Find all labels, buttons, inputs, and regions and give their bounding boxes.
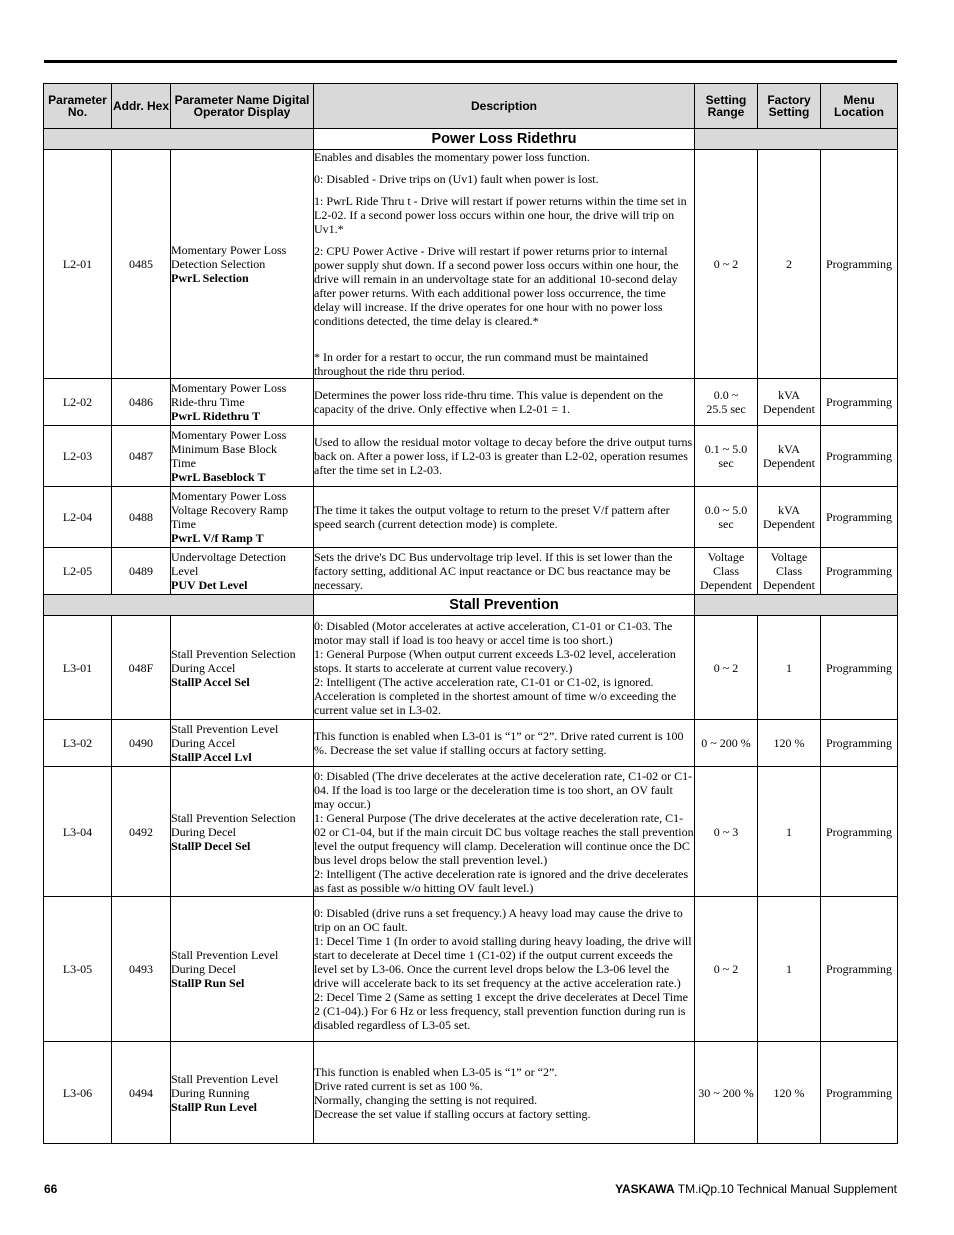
param-name-line: Minimum Base Block (171, 442, 277, 456)
param-name-line: Momentary Power Loss (171, 489, 287, 503)
param-no: L3-01 (44, 616, 112, 720)
factory-setting-line: Dependent (763, 402, 815, 416)
setting-range (695, 720, 758, 767)
param-name (171, 897, 314, 1042)
menu-location: Programming (821, 616, 898, 720)
table-row (44, 897, 898, 1042)
param-name-line: During Running (171, 1085, 250, 1100)
factory-setting (758, 1042, 821, 1144)
param-name-line: Stall Prevention Selection (171, 810, 296, 825)
param-no: L3-04 (44, 767, 112, 897)
table-row (44, 487, 898, 548)
factory-setting (758, 426, 821, 487)
addr-hex: 0489 (112, 548, 171, 595)
description-line: 0: Disabled (drive runs a set frequency.) A heavy load may cause the drive to trip on an OC fault. (314, 906, 683, 934)
param-name-line: Level (171, 564, 199, 578)
description (314, 616, 695, 720)
setting-range (695, 379, 758, 426)
description-line: This function is enabled when L3-01 is “1” or “2”. Drive rated current is 100 %. Decrease the set value if stalling occurs at factory setting. (314, 729, 684, 757)
operator-display: PwrL Selection (171, 271, 249, 285)
operator-display: PwrL V/f Ramp T (171, 531, 264, 545)
menu-location: Programming (821, 426, 898, 487)
setting-range-line: sec (718, 517, 734, 531)
parameter-table (43, 83, 898, 1144)
setting-range-line: 25.5 sec (706, 402, 746, 416)
setting-range (695, 897, 758, 1042)
param-no: L2-04 (44, 487, 112, 548)
setting-range (695, 150, 758, 379)
param-name-line: Time (171, 517, 196, 531)
setting-range (695, 548, 758, 595)
param-name-line: During Decel (171, 962, 236, 976)
description-line: 2: Intelligent (The active acceleration rate, C1-01 or C1-02, is ignored. Acceleration is completed in the shortest amount of time w/o exceeding the current value set in L3-02. (314, 674, 677, 717)
table-row (44, 720, 898, 767)
factory-setting (758, 767, 821, 897)
description-line: 2: Decel Time 2 (Same as setting 1 except the drive decelerates at Decel Time 2 (C1-04).) For 6 Hz or less frequency, stall prevention function during run is disabled regardless of L3-05 set. (314, 990, 688, 1032)
setting-range-line: 0.0 ~ 5.0 (704, 503, 748, 517)
description (314, 548, 695, 595)
menu-location: Programming (821, 150, 898, 379)
description (314, 897, 695, 1042)
header-row (44, 84, 898, 129)
factory-setting-line: 1 (786, 962, 792, 976)
setting-range-line: 0 ~ 3 (713, 824, 739, 839)
menu-location: Programming (821, 548, 898, 595)
description-line: 1: Decel Time 1 (In order to avoid stalling during heavy loading, the drive will start to decelerate at Decel time 1 (C1-02) if the output current exceeds the level set by L3-06. Once the current level drops below the L3-06 level the drive will accelerate back to its set frequency at the active acceleration rate.) (314, 934, 692, 990)
factory-setting-line: Class (775, 564, 802, 578)
operator-display: PUV Det Level (171, 578, 248, 592)
factory-setting (758, 897, 821, 1042)
factory-setting (758, 487, 821, 548)
table-row (44, 1042, 898, 1144)
table-row (44, 426, 898, 487)
setting-range (695, 767, 758, 897)
param-name (171, 767, 314, 897)
addr-hex: 0494 (112, 1042, 171, 1144)
factory-setting (758, 150, 821, 379)
setting-range-line: Dependent (700, 578, 752, 592)
description-line: 2: CPU Power Active - Drive will restart if power returns prior to internal power supply shut down. If a second power loss occurs within one hour, the drive will remain in an undervoltage state for an additional 10-second delay after power returns. With each additional power loss occurrence, the time delay will increase. If the drive operates for one hour with no power loss conditions detected, the time delay is cleared.* (314, 244, 679, 328)
menu-location: Programming (821, 720, 898, 767)
param-name-line: Stall Prevention Level (171, 948, 279, 962)
factory-setting-line: Dependent (763, 456, 815, 470)
param-name-line: During Accel (171, 736, 236, 750)
operator-display: StallP Run Level (171, 1099, 258, 1114)
param-name (171, 379, 314, 426)
menu-location: Programming (821, 1042, 898, 1144)
factory-setting-line: Dependent (763, 578, 815, 592)
section-spacer (695, 129, 898, 150)
factory-setting-line: Dependent (763, 517, 815, 531)
description (314, 720, 695, 767)
param-name (171, 426, 314, 487)
param-name-line: Momentary Power Loss (171, 243, 287, 257)
header-description: Description (314, 84, 695, 129)
description (314, 487, 695, 548)
header-name: Parameter Name Digital Operator Display (171, 84, 314, 129)
param-name-line: Time (171, 456, 196, 470)
param-no: L2-05 (44, 548, 112, 595)
setting-range-line: sec (718, 456, 734, 470)
description-line: The time it takes the output voltage to return to the preset V/f pattern after speed search (current detection mode) is complete. (314, 503, 670, 531)
param-name (171, 548, 314, 595)
section-spacer (44, 129, 314, 150)
addr-hex: 0487 (112, 426, 171, 487)
param-name (171, 616, 314, 720)
description-line: Sets the drive's DC Bus undervoltage trip level. If this is set lower than the factory setting, additional AC input reactance or DC bus reactance may be necessary. (314, 550, 673, 592)
setting-range (695, 1042, 758, 1144)
description-line: 1: General Purpose (The drive decelerates at the active deceleration rate, C1-02 or C1-04, but if the main circuit DC bus voltage reaches the stall prevention level the output frequency will clamp. Deceleration will continue once the DC bus level drops below the stall prevention level.) (314, 810, 694, 867)
footer-doc-title (615, 1182, 897, 1196)
setting-range (695, 426, 758, 487)
factory-setting-line: 1 (786, 660, 792, 675)
setting-range-line: Voltage (707, 550, 745, 564)
param-name (171, 487, 314, 548)
footer-doc-name: TM.iQp.10 Technical Manual Supplement (677, 1182, 897, 1196)
table-body (44, 129, 898, 1144)
param-name-line: Stall Prevention Level (171, 1071, 279, 1086)
description-line: 1: General Purpose (When output current exceeds L3-02 level, acceleration stops. It starts to accelerate at current value recovery.) (314, 646, 676, 675)
factory-setting (758, 720, 821, 767)
description-line: This function is enabled when L3-05 is “1” or “2”. (314, 1064, 558, 1079)
addr-hex: 0488 (112, 487, 171, 548)
description-line: Determines the power loss ride-thru time. This value is dependent on the capacity of the drive. Only effective when L2-01 = 1. (314, 388, 664, 416)
param-name-line: Stall Prevention Level (171, 722, 279, 736)
factory-setting (758, 379, 821, 426)
factory-setting-line: 120 % (773, 736, 805, 750)
header-factory: Factory Setting (758, 84, 821, 129)
setting-range-line: 30 ~ 200 % (698, 1085, 754, 1100)
section-title: Power Loss Ridethru (314, 129, 695, 150)
header-menu: Menu Location (821, 84, 898, 129)
param-name-line: During Decel (171, 824, 236, 839)
factory-setting-line: kVA (778, 388, 800, 402)
param-no: L3-02 (44, 720, 112, 767)
description (314, 150, 695, 379)
param-name-line: Momentary Power Loss (171, 381, 287, 395)
section-spacer (695, 595, 898, 616)
description-line: 0: Disabled (Motor accelerates at active acceleration, C1-01 or C1-03. The motor may stall if load is too heavy or accel time is too short.) (314, 618, 673, 647)
operator-display: PwrL Baseblock T (171, 470, 266, 484)
section-title: Stall Prevention (314, 595, 695, 616)
table-row (44, 379, 898, 426)
param-no: L3-05 (44, 897, 112, 1042)
setting-range-line: 0 ~ 2 (713, 660, 739, 675)
addr-hex: 0486 (112, 379, 171, 426)
description-line: Normally, changing the setting is not required. (314, 1092, 538, 1107)
table-row (44, 616, 898, 720)
description-line: 1: PwrL Ride Thru t - Drive will restart if power returns within the time set in L2-02. If a second power loss occurs within one hour, the drive will trip on Uv1.* (314, 194, 687, 236)
setting-range (695, 616, 758, 720)
menu-location: Programming (821, 487, 898, 548)
operator-display: StallP Run Sel (171, 976, 245, 990)
operator-display: PwrL Ridethru T (171, 409, 261, 423)
description (314, 379, 695, 426)
factory-setting (758, 616, 821, 720)
param-name (171, 150, 314, 379)
factory-setting-line: 120 % (773, 1085, 805, 1100)
param-name-line: Stall Prevention Selection (171, 646, 296, 661)
description-line: 2: Intelligent (The active deceleration rate is ignored and the drive decelerates as fast as possible w/o hitting OV fault level.) (314, 866, 689, 895)
header-param-no: Parameter No. (44, 84, 112, 129)
menu-location: Programming (821, 379, 898, 426)
operator-display: StallP Accel Lvl (171, 750, 252, 764)
operator-display: StallP Decel Sel (171, 838, 251, 853)
param-no: L2-03 (44, 426, 112, 487)
param-name-line: Voltage Recovery Ramp (171, 503, 289, 517)
param-no: L2-01 (44, 150, 112, 379)
factory-setting-line: kVA (778, 442, 800, 456)
setting-range-line: 0.0 ~ (713, 388, 739, 402)
description (314, 1042, 695, 1144)
section-row (44, 595, 898, 616)
param-name (171, 1042, 314, 1144)
table-row (44, 150, 898, 379)
footer-brand: YASKAWA (615, 1182, 675, 1196)
description (314, 767, 695, 897)
description-line: 0: Disabled (The drive decelerates at the active deceleration rate, C1-02 or C1-04. If the load is too large or the deceleration time is too short, an OV fault may occur.) (314, 768, 693, 811)
addr-hex: 0493 (112, 897, 171, 1042)
description (314, 426, 695, 487)
setting-range-line: 0.1 ~ 5.0 (704, 442, 748, 456)
param-name-line: Undervoltage Detection (171, 550, 286, 564)
factory-setting (758, 548, 821, 595)
param-no: L3-06 (44, 1042, 112, 1144)
factory-setting-line: kVA (778, 503, 800, 517)
description-line: 0: Disabled - Drive trips on (Uv1) fault when power is lost. (314, 172, 599, 186)
menu-location: Programming (821, 767, 898, 897)
param-name-line: Detection Selection (171, 257, 266, 271)
table-row (44, 767, 898, 897)
factory-setting-line: Voltage (770, 550, 808, 564)
description-line: Drive rated current is set as 100 %. (314, 1078, 483, 1093)
param-name (171, 720, 314, 767)
page-number: 66 (44, 1182, 58, 1196)
description-line: * In order for a restart to occur, the run command must be maintained throughout the ride thru period. (314, 350, 649, 378)
setting-range-line: 0 ~ 2 (713, 962, 739, 976)
description-line: Used to allow the residual motor voltage to decay before the drive output turns back on. After a power loss, if L2-03 is greater than L2-02, operation resumes after the time set in L2-03. (314, 435, 693, 477)
param-name-line: During Accel (171, 660, 236, 675)
setting-range-line: 0 ~ 200 % (701, 736, 751, 750)
param-no: L2-02 (44, 379, 112, 426)
menu-location: Programming (821, 897, 898, 1042)
setting-range-line: Class (712, 564, 739, 578)
description-line: Decrease the set value if stalling occurs at factory setting. (314, 1106, 591, 1121)
top-rule (44, 60, 897, 63)
table-row (44, 548, 898, 595)
header-range: Setting Range (695, 84, 758, 129)
addr-hex: 0492 (112, 767, 171, 897)
setting-range (695, 487, 758, 548)
section-row (44, 129, 898, 150)
addr-hex: 048F (112, 616, 171, 720)
description-line: Enables and disables the momentary power loss function. (314, 150, 590, 164)
factory-setting-line: 2 (786, 257, 792, 271)
param-name-line: Momentary Power Loss (171, 428, 287, 442)
factory-setting-line: 1 (786, 824, 792, 839)
header-addr: Addr. Hex (112, 84, 171, 129)
param-name-line: Ride-thru Time (171, 395, 245, 409)
operator-display: StallP Accel Sel (171, 674, 250, 689)
addr-hex: 0485 (112, 150, 171, 379)
section-spacer (44, 595, 314, 616)
addr-hex: 0490 (112, 720, 171, 767)
setting-range-line: 0 ~ 2 (713, 257, 739, 271)
